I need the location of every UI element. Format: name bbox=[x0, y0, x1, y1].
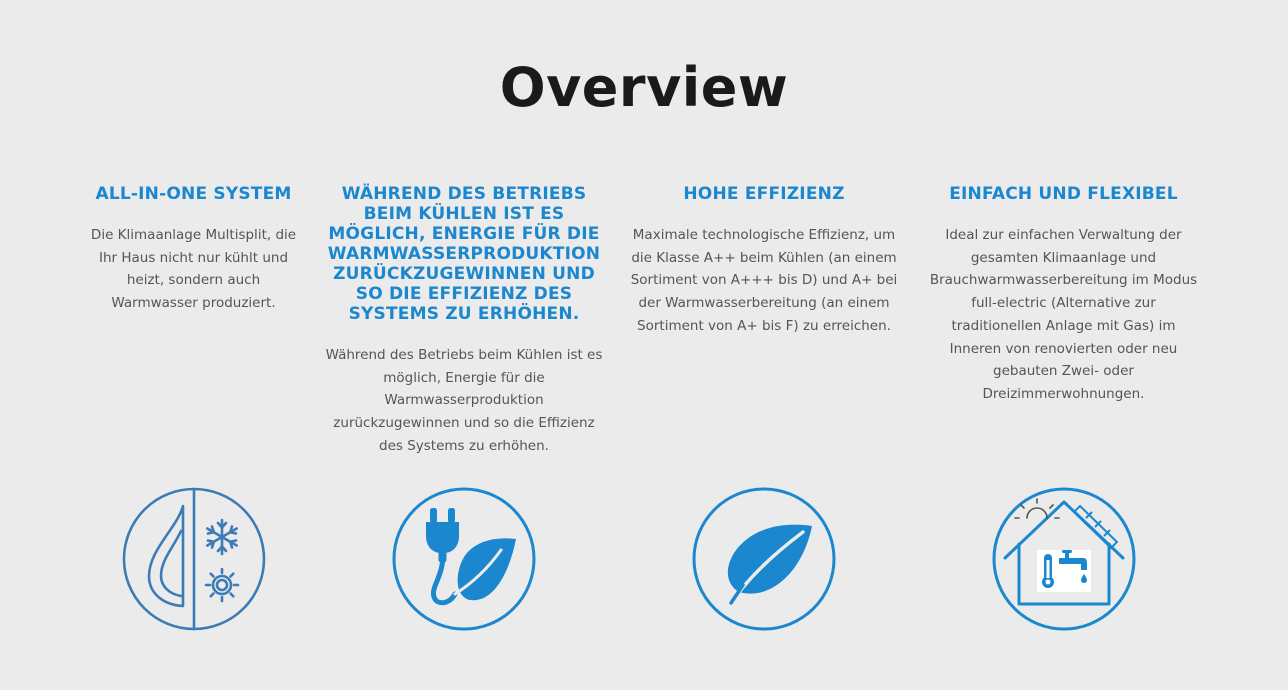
feature-all-in-one bbox=[87, 184, 300, 315]
feature-heading: EINFACH UND FLEXIBEL bbox=[949, 184, 1178, 204]
feature-heading: WÄHREND DES BETRIEBS BEIM KÜHLEN IST ES MÖGLICH, ENERGIE FÜR DIE WARMWASSERPRODUKTION ZURÜCKZUGEWINNEN UND SO DIE EFFIZIENZ DES SYSTEMS ZU ERHÖHEN. bbox=[327, 184, 601, 324]
feature-description: Maximale technologische Effizienz, um die Klasse A++ beim Kühlen (an einem Sortiment von A+++ bis D) und A+ bei der Warmwasserbereitung (an einem Sortiment von A+ bis F) zu erreichen. bbox=[630, 227, 898, 334]
leaf-icon bbox=[691, 486, 837, 632]
feature-high-efficiency bbox=[623, 184, 905, 338]
drop-snowflake-sun-icon bbox=[121, 486, 267, 632]
feature-description: Die Klimaanlage Multisplit, die Ihr Haus nicht nur kühlt und heizt, sondern auch Warmwasser produziert. bbox=[90, 227, 297, 312]
plug-leaf-icon bbox=[391, 486, 537, 632]
feature-energy-recovery bbox=[324, 184, 604, 458]
feature-heading: HOHE EFFIZIENZ bbox=[683, 184, 845, 204]
feature-heading: ALL-IN-ONE SYSTEM bbox=[95, 184, 292, 204]
feature-description: Ideal zur einfachen Verwaltung der gesamten Klimaanlage und Brauchwarmwasserbereitung im Modus full-electric (Alternative zur traditionellen Anlage mit Gas) im Inneren von renovierten oder neu gebauten Zwei- oder Dreizimmerwohnungen. bbox=[929, 227, 1198, 402]
page-title: Overview bbox=[499, 56, 789, 119]
house-solar-thermometer-tap-icon bbox=[991, 486, 1137, 632]
feature-simple-flexible bbox=[926, 184, 1201, 406]
feature-description: Während des Betriebs beim Kühlen ist es möglich, Energie für die Warmwasserproduktion zurückzugewinnen und so die Effizienz des Systems zu erhöhen. bbox=[325, 347, 603, 454]
